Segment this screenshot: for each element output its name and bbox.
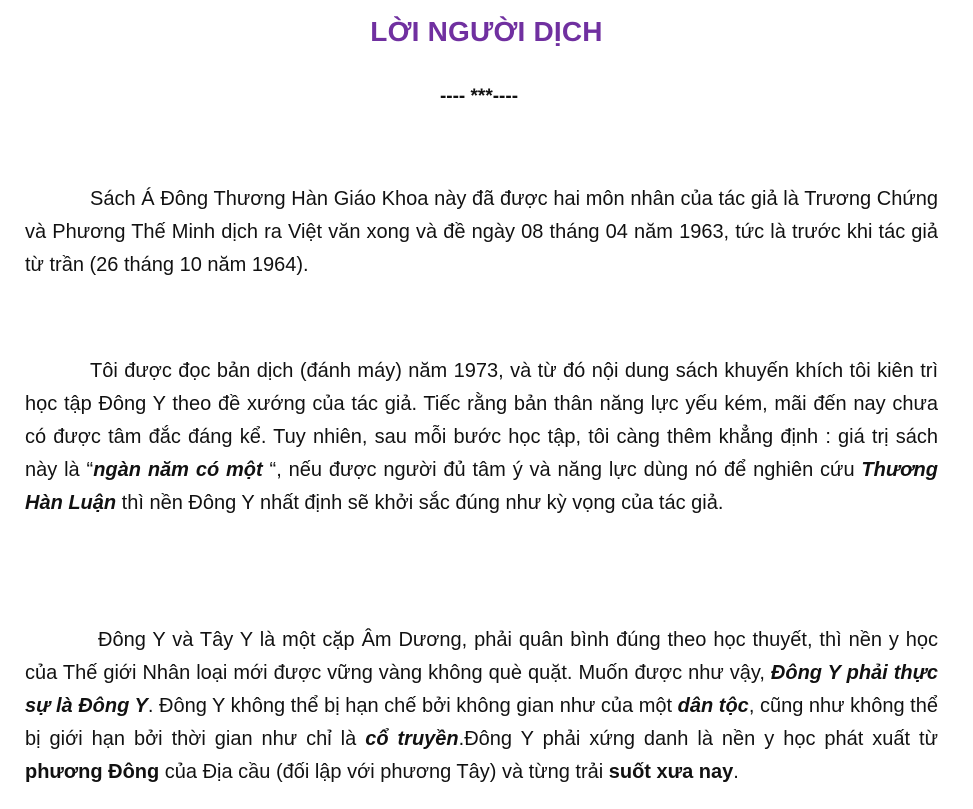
emphasis-thuong-han-luan: Thương Hàn Luận (25, 459, 938, 514)
paragraph-3-run-1: Đông Y và Tây Y là một cặp Âm Dương, phải quân bình đúng theo học thuyết, thì nền y học của Thế giới Nhân loại mới được vững vàng không què quặt. Muốn được như vậy, (25, 629, 938, 684)
paragraph-3 (25, 624, 938, 789)
paragraph-2 (25, 355, 938, 520)
paragraph-3-run-7: .Đông Y phải xứng danh là nền y học phát xuất từ (458, 728, 939, 750)
paragraph-1-text: Sách Á Đông Thương Hàn Giáo Khoa này đã được hai môn nhân của tác giả là Trương Chứng và Phương Thế Minh dịch ra Việt văn xong và đề ngày 08 tháng 04 năm 1963, tức là trước khi tác giả từ trần (26 tháng 10 năm 1964). (25, 188, 938, 276)
page-title: LỜI NGƯỜI DỊCH (370, 16, 603, 47)
emphasis-dong-y-phai-thuc-su: Đông Y phải thực sự là Đông Y (25, 662, 938, 717)
separator-line: ---- ***---- (439, 86, 519, 107)
emphasis-dan-toc: dân tộc (677, 695, 749, 717)
paragraph-1 (25, 183, 938, 282)
emphasis-phuong-dong: phương Đông (25, 761, 160, 783)
emphasis-ngan-nam-co-mot: ngàn năm có một (93, 459, 263, 481)
emphasis-suot-xua-nay: suốt xưa nay (608, 761, 734, 783)
emphasis-co-truyen: cổ truyền (365, 728, 459, 750)
paragraph-3-run-5: , cũng như không thể bị giới hạn bởi thời gian như chỉ là (25, 695, 938, 750)
paragraph-3-run-11: . (733, 761, 739, 783)
paragraph-3-run-3: . Đông Y không thể bị hạn chế bởi không gian như của một (147, 695, 678, 717)
paragraph-3-run-9: của Địa cầu (đối lập với phương Tây) và từng trải (159, 761, 609, 783)
paragraph-2-run-1: Tôi được đọc bản dịch (đánh máy) năm 1973, và từ đó nội dung sách khuyến khích tôi kiên trì học tập Đông Y theo đề xướng của tác giả. Tiếc rằng bản thân năng lực yếu kém, mãi đến nay chưa có được tâm đắc đáng kể. Tuy nhiên, sau mỗi bước học tập, tôi càng thêm khẳng định : giá trị sách này là “ (25, 360, 938, 481)
paragraph-2-run-3: “, nếu được người đủ tâm ý và năng lực dùng nó để nghiên cứu (262, 459, 862, 481)
paragraph-2-run-5: thì nền Đông Y nhất định sẽ khởi sắc đúng như kỳ vọng của tác giả. (116, 492, 724, 514)
